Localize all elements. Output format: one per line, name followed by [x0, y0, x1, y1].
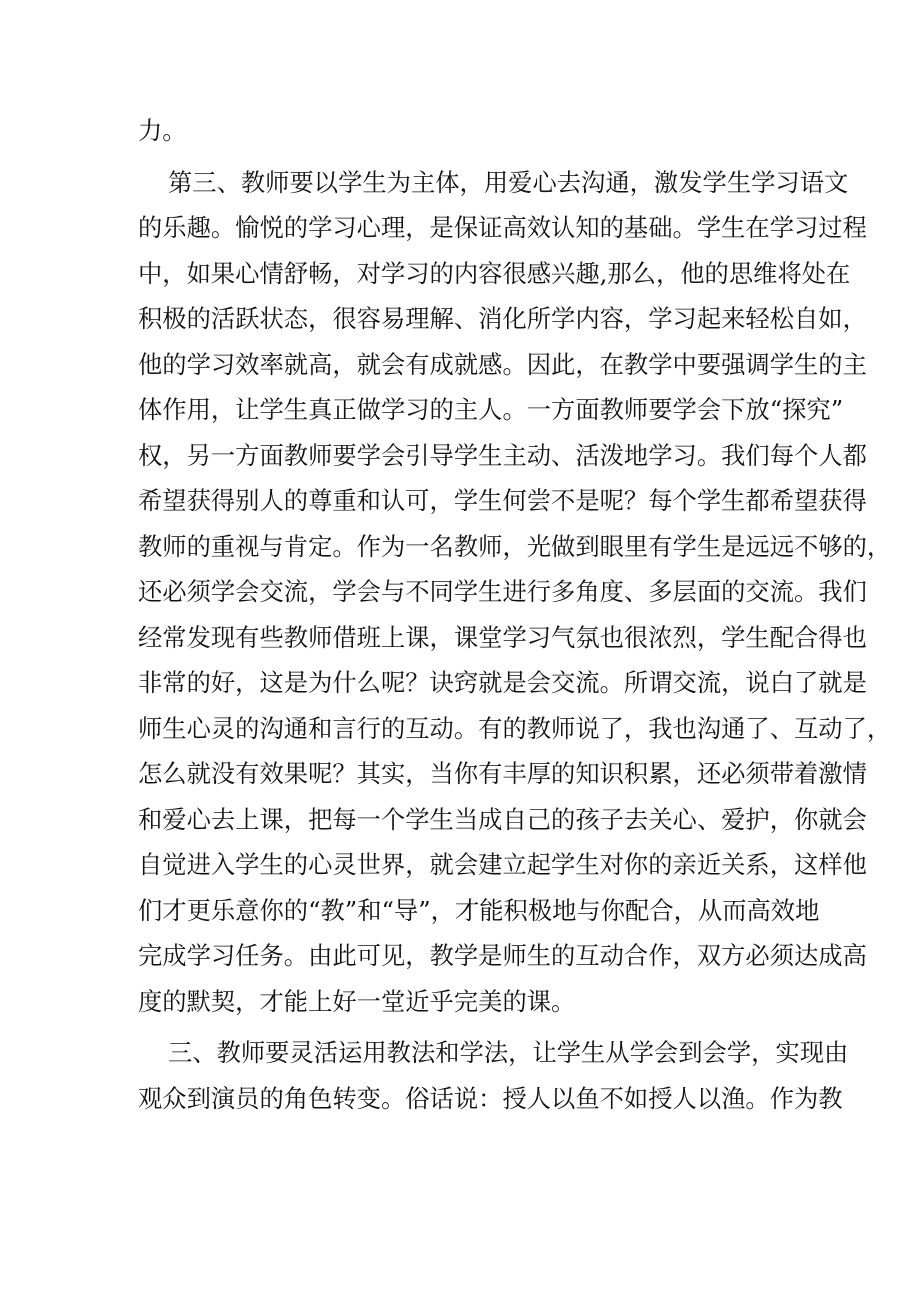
text-line: 第三、教师要以学生为主体，用爱心去沟通，激发学生学习语文 — [168, 167, 849, 197]
text-line: 师生心灵的沟通和言行的互动。有的教师说了，我也沟通了、互动了， — [138, 713, 892, 743]
text-line: 体作用，让学生真正做学习的主人。一方面教师要学会下放“探究” — [138, 395, 844, 424]
text-line: 力。 — [138, 116, 187, 145]
text-line: 经常发现有些教师借班上课，课堂学习气氛也很浓烈，学生配合得也 — [138, 622, 867, 652]
text-line: 三、教师要灵活运用教法和学法，让学生从学会到会学，实现由 — [168, 1038, 849, 1067]
text-line: 权，另一方面教师要学会引导学生主动、活泼地学习。我们每个人都 — [138, 440, 867, 470]
text-line: 非常的好，这是为什么呢？诀窍就是会交流。所谓交流，说白了就是 — [138, 668, 867, 697]
text-line: 还必须学会交流，学会与不同学生进行多角度、多层面的交流。我们 — [138, 577, 867, 606]
body-text — [138, 108, 892, 1121]
text-line: 怎么就没有效果呢？其实，当你有丰厚的知识积累，还必须带着激情 — [138, 759, 867, 788]
text-line: 积极的活跃状态，很容易理解、消化所学内容，学习起来轻松自如， — [138, 304, 867, 333]
text-line: 教师的重视与肯定。作为一名教师，光做到眼里有学生是远远不够的， — [138, 531, 892, 561]
text-line: 中，如果心情舒畅，对学习的内容很感兴趣,那么，他的思维将处在 — [138, 258, 851, 288]
text-line: 们才更乐意你的“教”和“导”，才能积极地与你配合，从而高效地 — [138, 895, 820, 925]
text-line: 他的学习效率就高，就会有成就感。因此，在教学中要强调学生的主 — [138, 349, 867, 379]
text-line: 和爱心去上课，把每一个学生当成自己的孩子去关心、爱护，你就会 — [138, 804, 867, 834]
text-line: 的乐趣。愉悦的学习心理，是保证高效认知的基础。学生在学习过程 — [138, 213, 867, 242]
paragraph-third-point — [138, 160, 892, 1025]
text-line: 观众到演员的角色转变。俗话说：授人以鱼不如授人以渔。作为教 — [138, 1083, 843, 1113]
text-line: 度的默契，才能上好一堂近乎完美的课。 — [138, 986, 576, 1016]
paragraph-section-three — [138, 1030, 849, 1121]
text-line: 希望获得别人的尊重和认可，学生何尝不是呢？每个学生都希望获得 — [138, 486, 867, 515]
paragraph-continuation — [138, 108, 788, 154]
text-line: 自觉进入学生的心灵世界，就会建立起学生对你的亲近关系，这样他 — [138, 850, 867, 879]
text-line: 完成学习任务。由此可见，教学是师生的互动合作，双方必须达成高 — [138, 941, 867, 970]
